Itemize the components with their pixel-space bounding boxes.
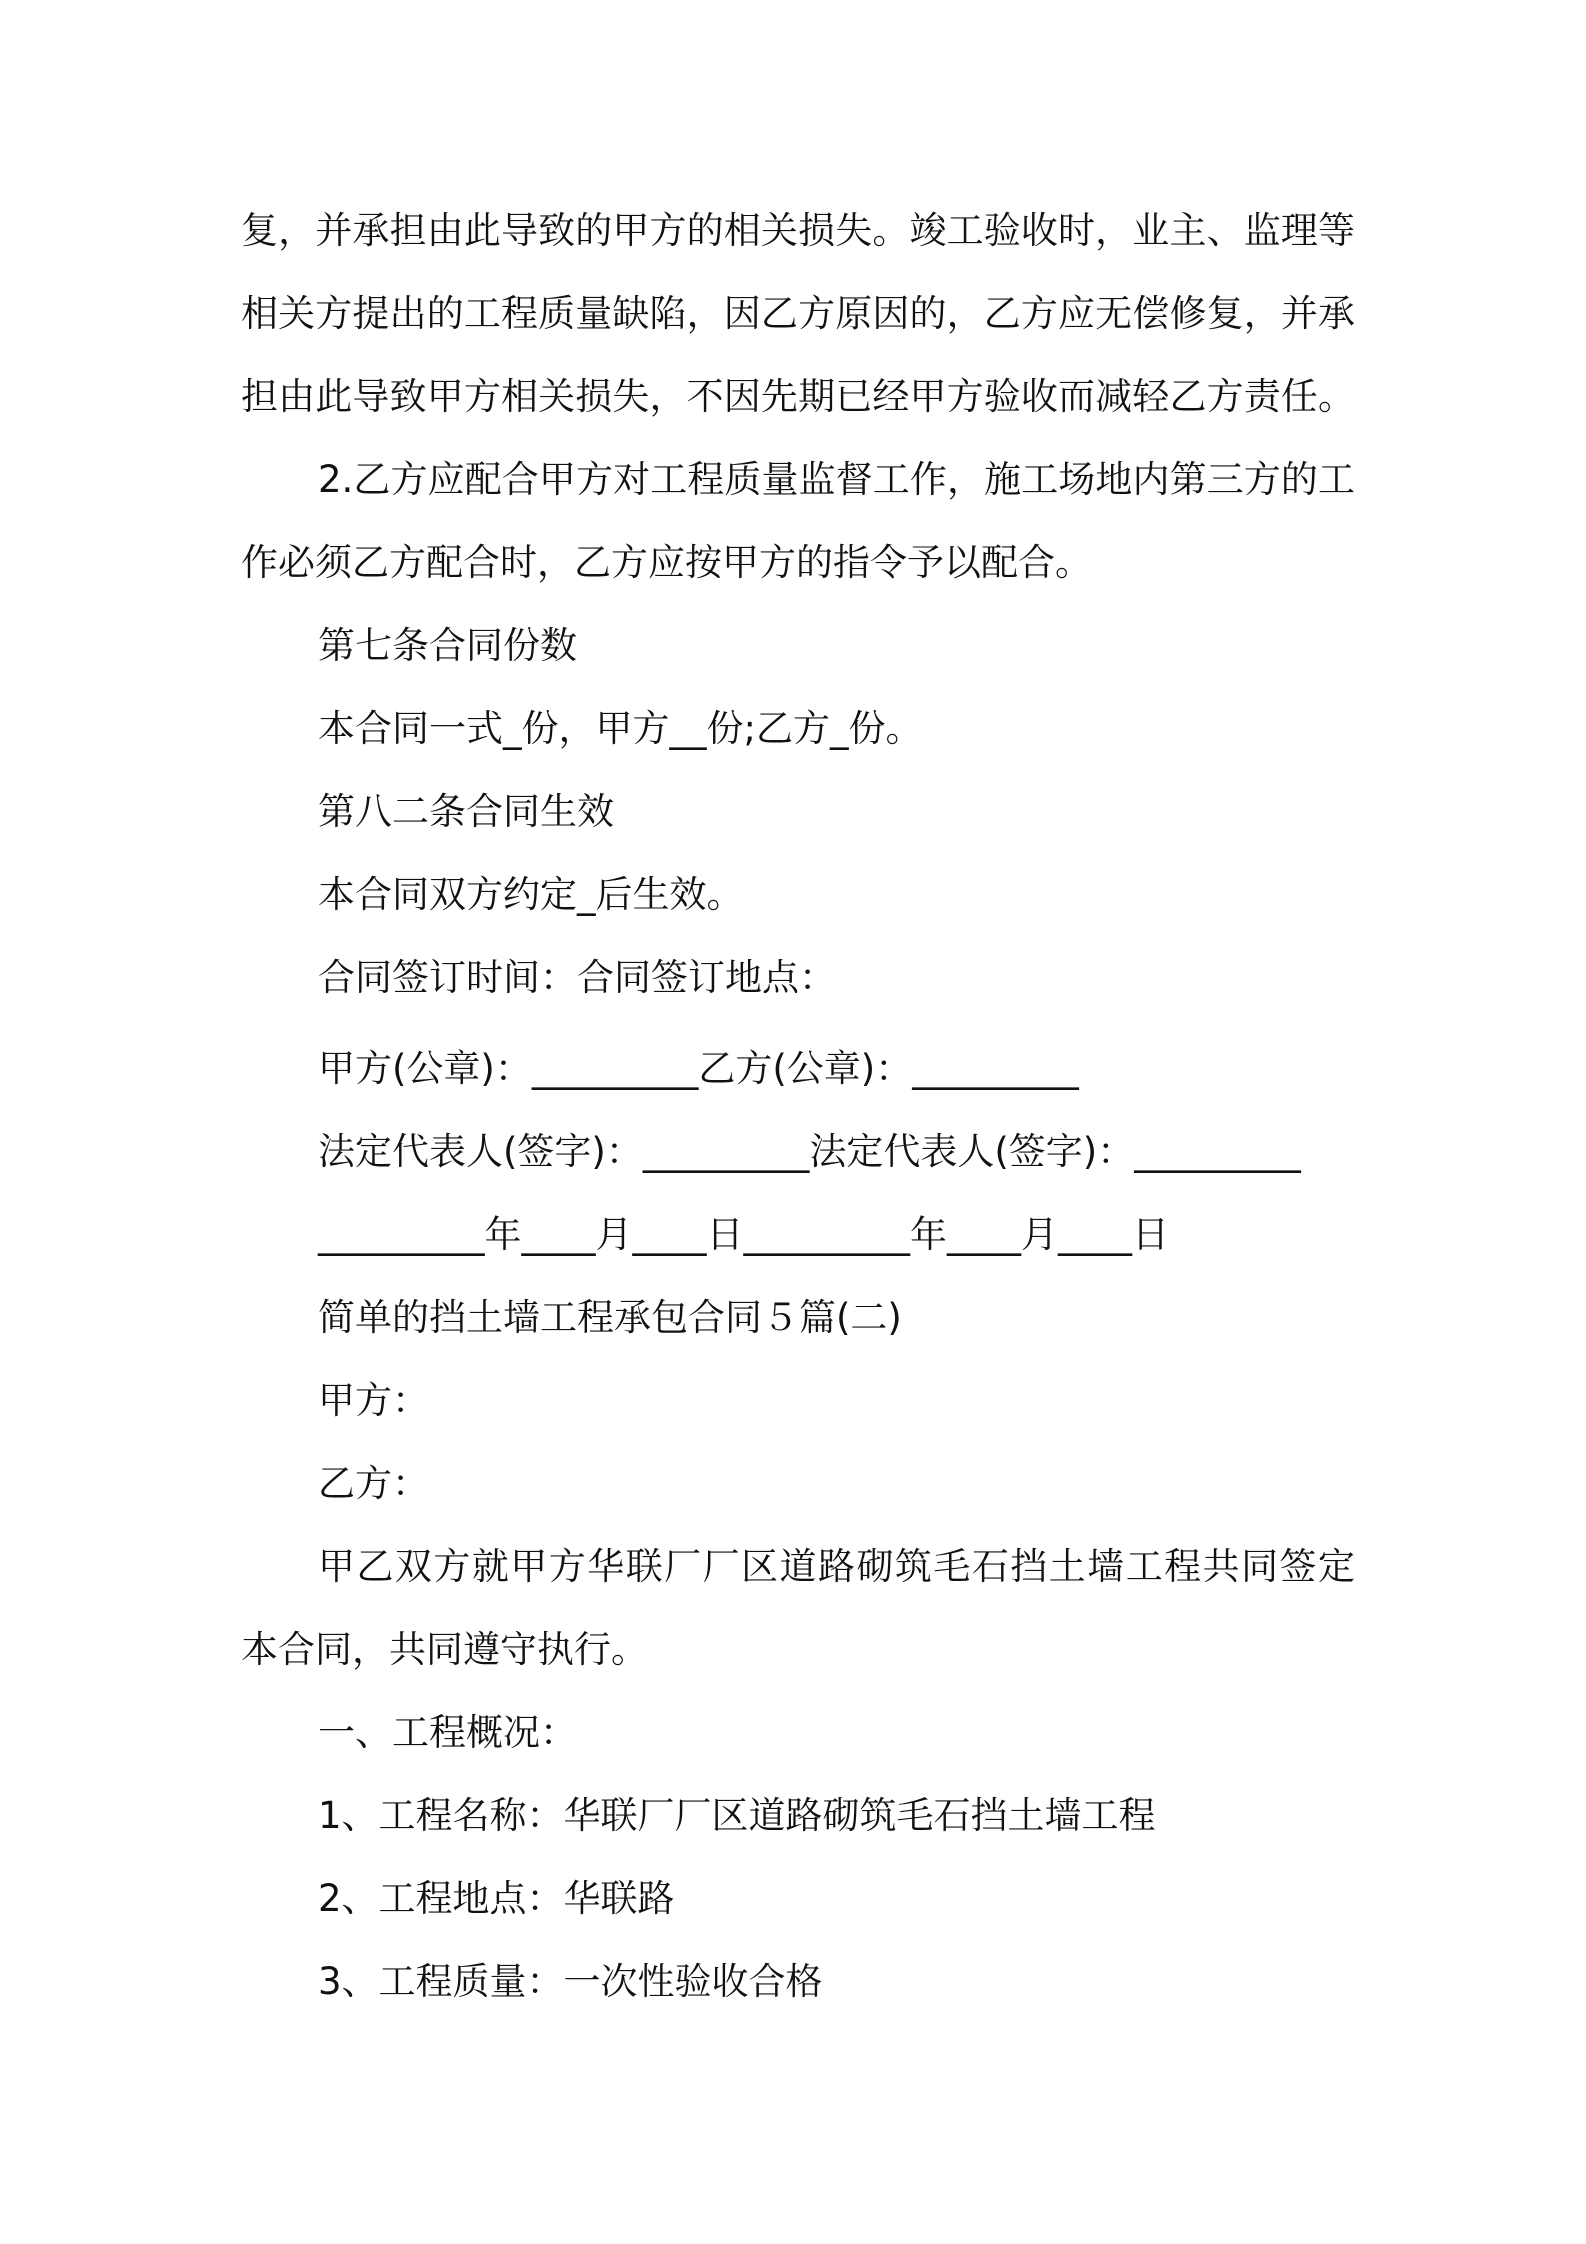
item-project-name: 1、工程名称：华联厂厂区道路砌筑毛石挡土墙工程 [318, 1794, 1156, 1837]
party-a-label: 甲方： [318, 1379, 429, 1422]
second-contract-title: 简单的挡土墙工程承包合同５篇(二) [318, 1296, 902, 1339]
representative-line: 法定代表人(签字)：_________法定代表人(签字)：_________ [318, 1130, 1301, 1173]
section-1-heading: 一、工程概况： [318, 1711, 577, 1754]
article-8-text: 本合同双方约定_后生效。 [318, 873, 744, 916]
article-8-heading: 第八二条合同生效 [318, 790, 614, 833]
seal-line: 甲方(公章)：_________乙方(公章)：_________ [318, 1047, 1079, 1090]
sign-time-place: 合同签订时间：合同签订地点： [318, 956, 836, 999]
intro-line-2: 本合同，共同遵守执行。 [241, 1628, 648, 1671]
paragraph-2-line-1: 2.乙方应配合甲方对工程质量监督工作，施工场地内第三方的工 [318, 458, 1355, 501]
article-7-text: 本合同一式_份，甲方__份;乙方_份。 [318, 707, 923, 750]
item-project-quality: 3、工程质量：一次性验收合格 [318, 1960, 823, 2003]
item-project-location: 2、工程地点：华联路 [318, 1877, 675, 1920]
paragraph-2-line-2: 作必须乙方配合时，乙方应按甲方的指令予以配合。 [241, 541, 1092, 584]
intro-line-1: 甲乙双方就甲方华联厂厂区道路砌筑毛石挡土墙工程共同签定 [318, 1545, 1355, 1588]
party-b-label: 乙方： [318, 1462, 429, 1505]
paragraph-1-line-1: 复，并承担由此导致的甲方的相关损失。竣工验收时，业主、监理等 [241, 209, 1355, 252]
paragraph-1-line-2: 相关方提出的工程质量缺陷，因乙方原因的，乙方应无偿修复，并承 [241, 292, 1355, 335]
article-7-heading: 第七条合同份数 [318, 624, 577, 667]
paragraph-1-line-3: 担由此导致甲方相关损失，不因先期已经甲方验收而减轻乙方责任。 [241, 375, 1355, 418]
date-line: _________年____月____日_________年____月____日 [318, 1213, 1169, 1256]
